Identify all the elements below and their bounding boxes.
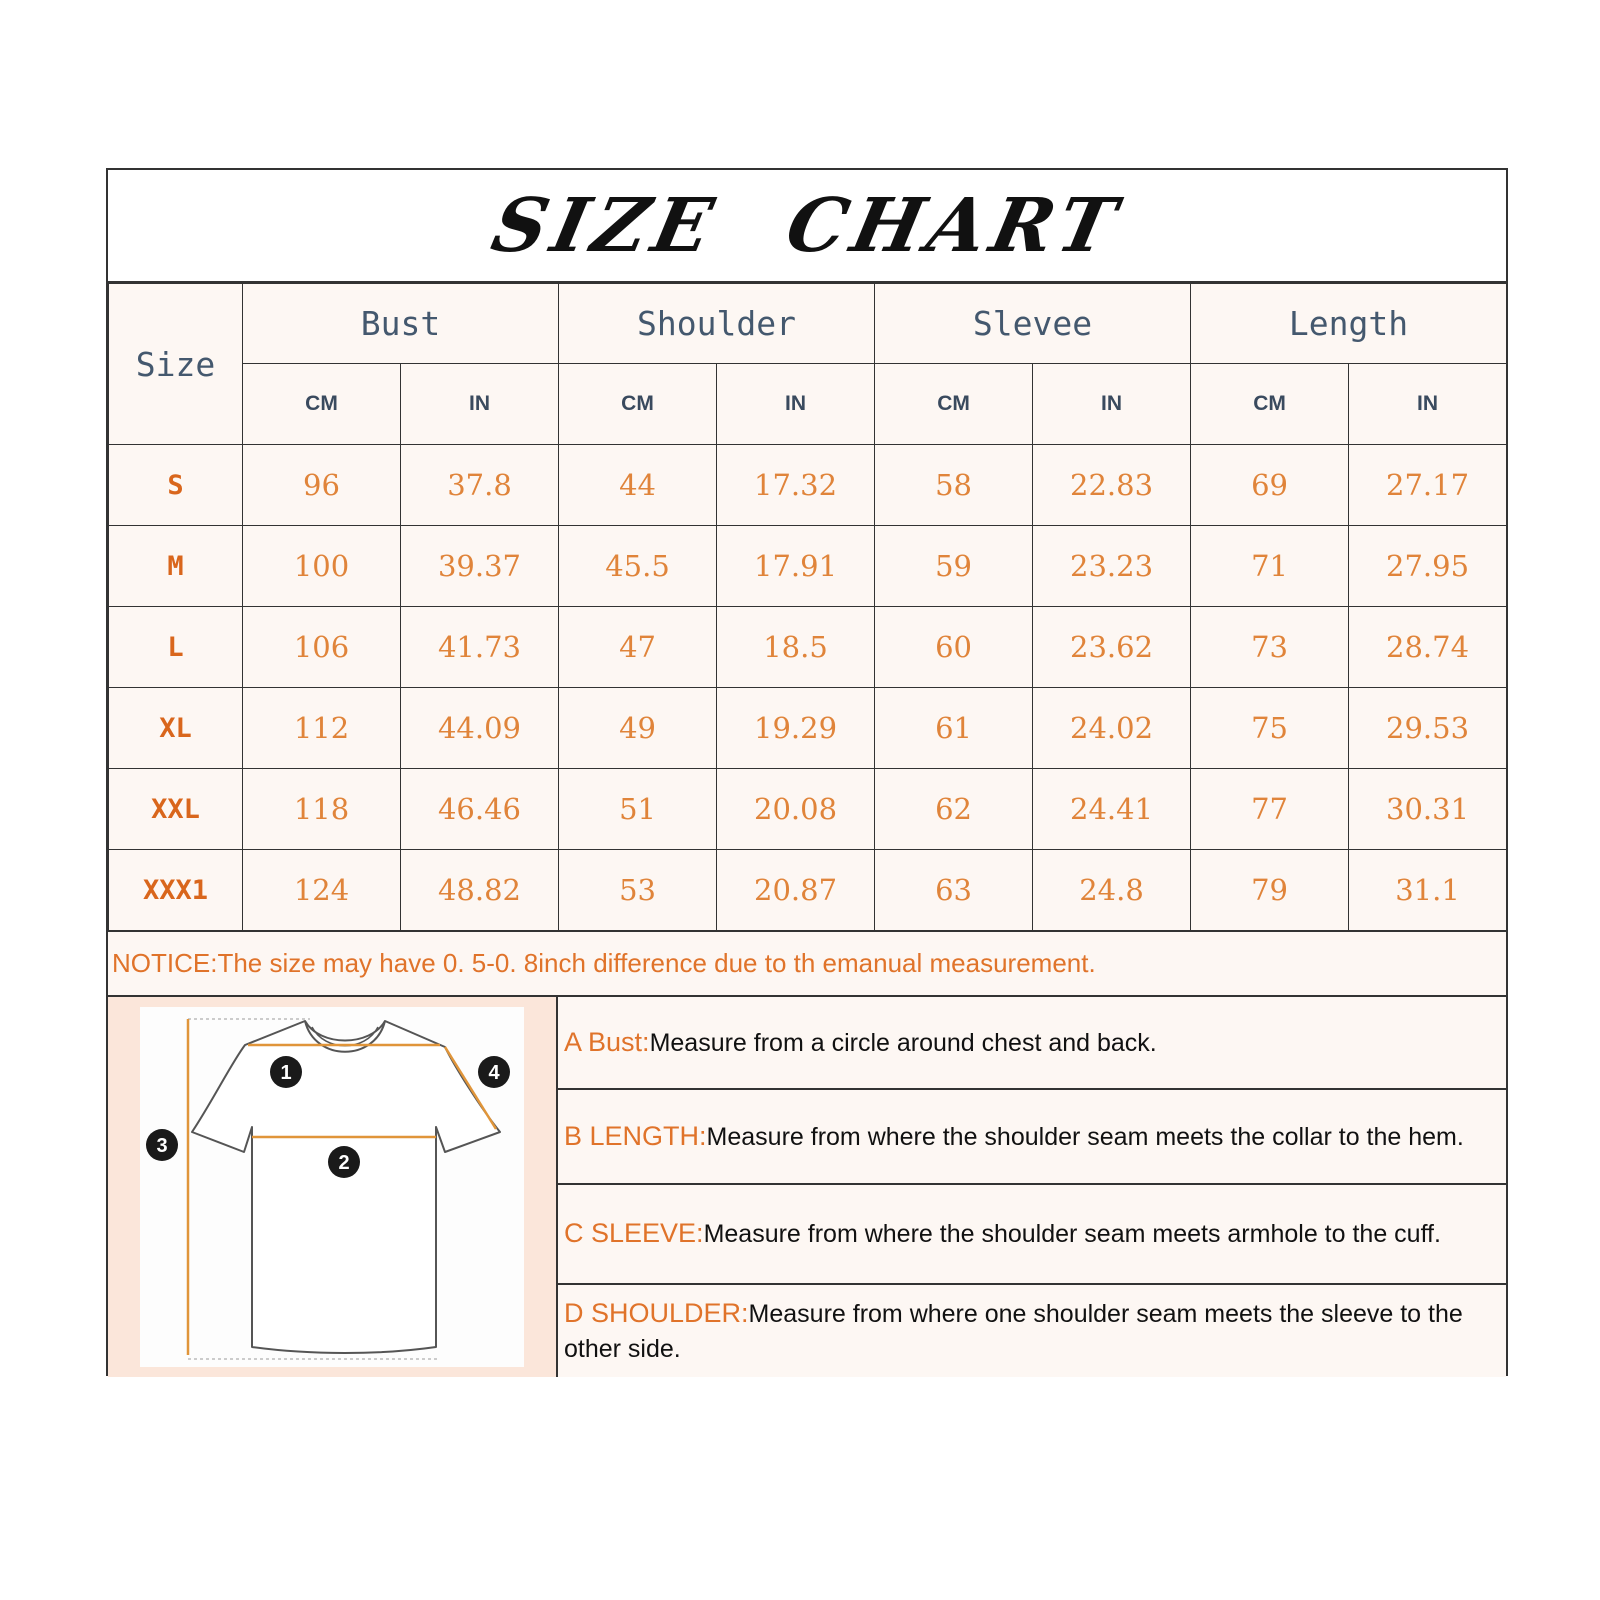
measurement-cell: 58 (875, 445, 1033, 526)
measurement-cell: 30.31 (1349, 769, 1507, 850)
title-row (108, 170, 1506, 283)
size-cell: XXL (109, 769, 243, 850)
bust-header: Bust (243, 284, 559, 364)
table-row (109, 850, 1507, 931)
measurement-cell: 49 (559, 688, 717, 769)
measurement-cell: 106 (243, 607, 401, 688)
measurement-cell: 45.5 (559, 526, 717, 607)
measurement-cell: 27.17 (1349, 445, 1507, 526)
unit-header: CM (1191, 364, 1349, 445)
measurement-cell: 20.87 (717, 850, 875, 931)
measurement-cell: 96 (243, 445, 401, 526)
measurement-cell: 17.91 (717, 526, 875, 607)
measurement-cell: 24.41 (1033, 769, 1191, 850)
measurement-cell: 41.73 (401, 607, 559, 688)
size-cell: M (109, 526, 243, 607)
measurement-cell: 63 (875, 850, 1033, 931)
sleeve-header: Slevee (875, 284, 1191, 364)
unit-header: IN (1033, 364, 1191, 445)
measurement-cell: 44.09 (401, 688, 559, 769)
measurement-cell: 53 (559, 850, 717, 931)
measurement-cell: 100 (243, 526, 401, 607)
size-cell: L (109, 607, 243, 688)
measurement-cell: 27.95 (1349, 526, 1507, 607)
unit-header: IN (401, 364, 559, 445)
measurement-cell: 59 (875, 526, 1033, 607)
measurement-cell: 19.29 (717, 688, 875, 769)
size-cell: XXX1 (109, 850, 243, 931)
measurement-cell: 46.46 (401, 769, 559, 850)
measurement-cell: 79 (1191, 850, 1349, 931)
size-column-header: Size (109, 284, 243, 445)
measurement-cell: 69 (1191, 445, 1349, 526)
measurement-cell: 20.08 (717, 769, 875, 850)
measurement-cell: 24.8 (1033, 850, 1191, 931)
measurement-cell: 48.82 (401, 850, 559, 931)
measurement-cell: 77 (1191, 769, 1349, 850)
measurement-cell: 61 (875, 688, 1033, 769)
size-table (108, 283, 1507, 931)
measurement-cell: 18.5 (717, 607, 875, 688)
description-length (558, 1090, 1506, 1185)
description-text: Measure from where one shoulder seam meets the sleeve to the other side. (564, 1299, 1463, 1364)
table-row (109, 688, 1507, 769)
measurement-cell: 23.23 (1033, 526, 1191, 607)
tshirt-illustration (140, 1007, 524, 1367)
unit-header: CM (243, 364, 401, 445)
marker-1 (270, 1056, 302, 1088)
measurement-cell: 47 (559, 607, 717, 688)
description-bust (558, 997, 1506, 1090)
measurement-guide (108, 997, 1506, 1377)
length-header: Length (1191, 284, 1507, 364)
description-shoulder (558, 1285, 1506, 1377)
description-label: A Bust: (564, 1026, 650, 1057)
measurement-cell: 23.62 (1033, 607, 1191, 688)
measurement-cell: 22.83 (1033, 445, 1191, 526)
measurement-cell: 75 (1191, 688, 1349, 769)
measurement-cell: 31.1 (1349, 850, 1507, 931)
measurement-cell: 29.53 (1349, 688, 1507, 769)
svg-text:4: 4 (488, 1062, 500, 1084)
size-cell: S (109, 445, 243, 526)
marker-2 (328, 1146, 360, 1178)
description-label: D SHOULDER: (564, 1297, 749, 1328)
shoulder-header: Shoulder (559, 284, 875, 364)
table-body (109, 445, 1507, 931)
table-row (109, 607, 1507, 688)
description-text: Measure from where the shoulder seam meets the collar to the hem. (706, 1122, 1464, 1151)
table-row (109, 526, 1507, 607)
svg-text:3: 3 (156, 1135, 168, 1157)
description-label: C SLEEVE: (564, 1218, 704, 1249)
measurement-cell: 24.02 (1033, 688, 1191, 769)
notice-text: NOTICE:The size may have 0. 5-0. 8inch difference due to th emanual measurement. (108, 931, 1506, 997)
unit-header: IN (1349, 364, 1507, 445)
table-row (109, 769, 1507, 850)
unit-header: IN (717, 364, 875, 445)
measurement-cell: 51 (559, 769, 717, 850)
measurement-cell: 44 (559, 445, 717, 526)
unit-header: CM (559, 364, 717, 445)
marker-3 (146, 1129, 178, 1161)
header-unit-row (109, 364, 1507, 445)
chart-title: SIZE CHART (484, 182, 1129, 269)
table-row (109, 445, 1507, 526)
measurement-cell: 60 (875, 607, 1033, 688)
unit-header: CM (875, 364, 1033, 445)
measurement-cell: 17.32 (717, 445, 875, 526)
measurement-cell: 62 (875, 769, 1033, 850)
measurement-cell: 73 (1191, 607, 1349, 688)
measurement-cell: 118 (243, 769, 401, 850)
header-group-row (109, 284, 1507, 364)
marker-4 (478, 1056, 510, 1088)
diagram-panel (108, 997, 558, 1377)
svg-text:2: 2 (338, 1152, 350, 1174)
description-text: Measure from where the shoulder seam meets armhole to the cuff. (703, 1220, 1441, 1249)
measurement-cell: 39.37 (401, 526, 559, 607)
svg-text:1: 1 (280, 1062, 292, 1084)
description-list (558, 997, 1506, 1377)
measurement-cell: 71 (1191, 526, 1349, 607)
measurement-cell: 112 (243, 688, 401, 769)
description-text: Measure from a circle around chest and back. (649, 1028, 1157, 1057)
measurement-cell: 124 (243, 850, 401, 931)
description-sleeve (558, 1185, 1506, 1285)
tshirt-diagram (140, 1007, 524, 1367)
measurement-cell: 28.74 (1349, 607, 1507, 688)
size-cell: XL (109, 688, 243, 769)
size-chart (106, 168, 1508, 1376)
measurement-cell: 37.8 (401, 445, 559, 526)
description-label: B LENGTH: (564, 1120, 707, 1151)
